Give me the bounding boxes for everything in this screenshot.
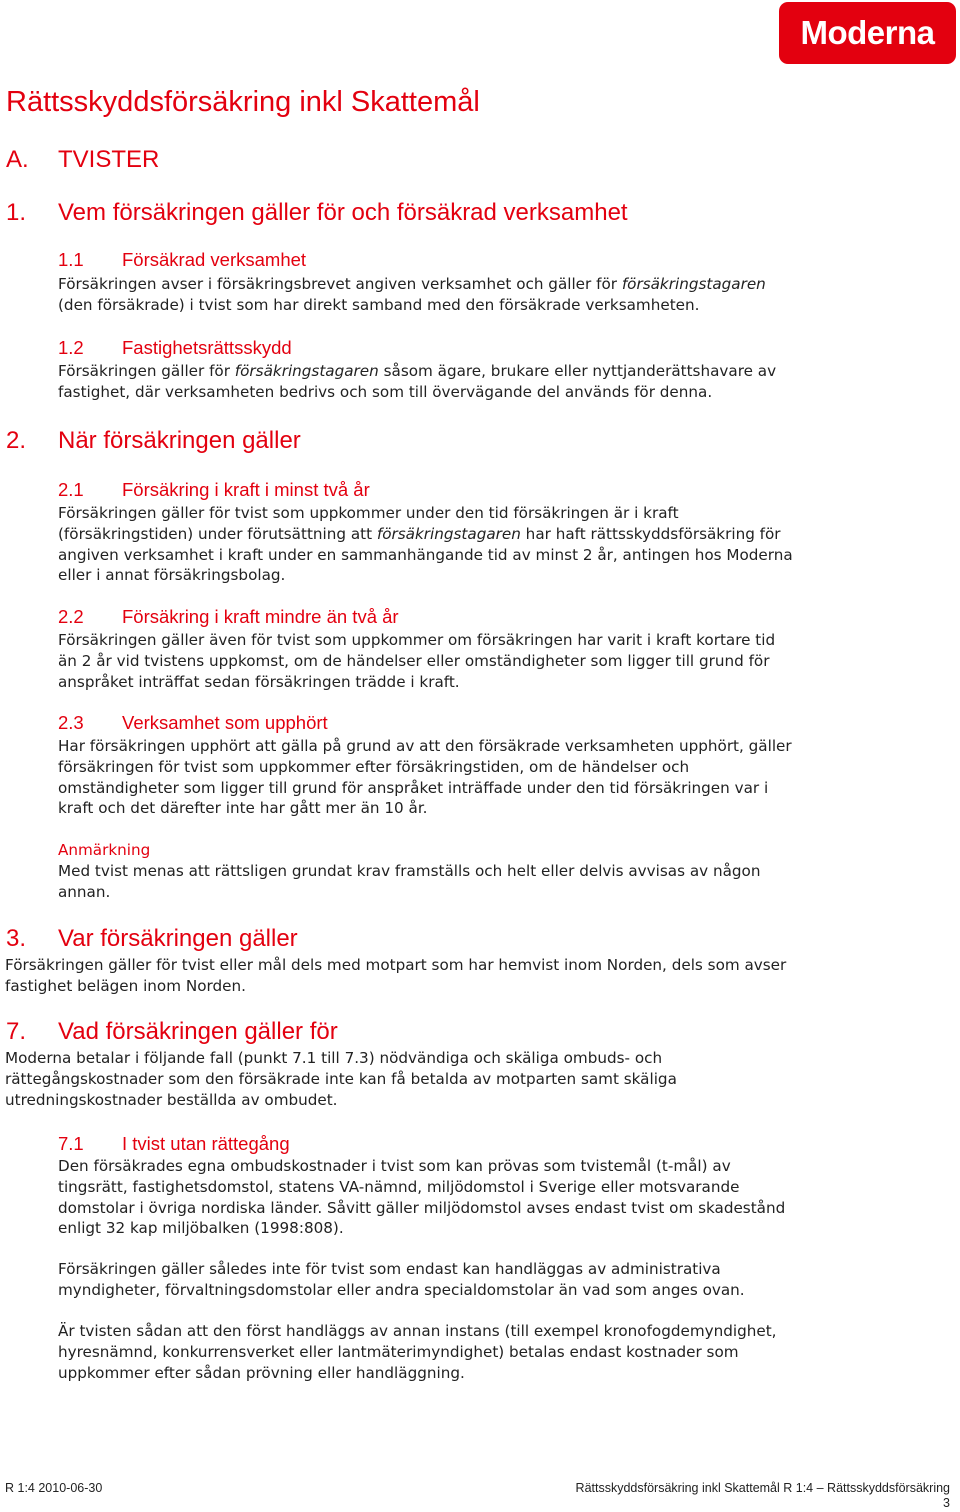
section-7-1-paragraph-2: Försäkringen gäller således inte för tvist som endast kan handläggas av administrativa myndigheter, förvaltningsdomstolar eller andra specialdomstolar än vad som anges ovan. — [58, 1260, 745, 1299]
footer-right: Rättsskyddsförsäkring inkl Skattemål R 1:4 – Rättsskyddsförsäkring — [575, 1481, 950, 1495]
section-1-heading: 1. Vem försäkringen gäller för och försäkrad verksamhet — [6, 199, 628, 226]
note-text: Med tvist menas att rättsligen grundat krav framställs och helt eller delvis avvisas av någon annan. — [58, 862, 761, 901]
moderna-logo: Moderna — [779, 2, 956, 64]
section-7-1-paragraph-3: Är tvisten sådan att den först handläggs av annan instans (till exempel kronofogdemyndighet, hyresnämnd, konkurrensverket eller lantmäterimyndighet) betalas endast kostnader som uppkommer efter sådan prövning eller handläggning. — [58, 1322, 777, 1382]
section-1-2-text: Försäkringen gäller för försäkringstagaren såsom ägare, brukare eller nyttjanderättshavare av fastighet, där verksamheten bedrivs och som till övervägande del används för denna. — [58, 362, 777, 401]
section-2-heading: 2. När försäkringen gäller — [6, 427, 301, 454]
section-1-1-heading: 1.1 Försäkrad verksamhet — [58, 249, 307, 270]
page-number: 3 — [943, 1496, 950, 1510]
section-2-1-heading: 2.1 Försäkring i kraft i minst två år — [58, 479, 370, 500]
section-1-1-text: Försäkringen avser i försäkringsbrevet angiven verksamhet och gäller för försäkringstagaren (den försäkrade) i tvist som har direkt samband med den försäkrade verksamheten. — [58, 275, 766, 314]
section-a-heading: A. TVISTER — [6, 146, 160, 173]
section-3-heading: 3. Var försäkringen gäller — [6, 925, 298, 952]
section-3-text: Försäkringen gäller för tvist eller mål dels med motpart som har hemvist inom Norden, dels som avser fastighet belägen inom Norden. — [5, 956, 787, 995]
document-title: Rättsskyddsförsäkring inkl Skattemål — [6, 86, 480, 118]
section-2-2-text: Försäkringen gäller även för tvist som uppkommer om försäkringen har varit i kraft kortare tid än 2 år vid tvistens uppkomst, om de händelser eller omständigheter som ligger till grund för anspråket inträffat sedan försäkringen trädde i kraft. — [58, 631, 776, 691]
footer-left: R 1:4 2010-06-30 — [5, 1481, 103, 1495]
section-2-3-text: Har försäkringen upphört att gälla på grund av att den försäkrade verksamheten upphört, gäller försäkringen för tvist som uppkommer efter försäkringstiden, om de händelser och omständigheter som ligger till grund för anspråket inträffade under den tid försäkringen var i kraft och det därefter inte har gått mer än 10 år. — [58, 737, 792, 818]
section-2-3-heading: 2.3 Verksamhet som upphört — [58, 712, 328, 733]
section-2-1-text: Försäkringen gäller för tvist som uppkommer under den tid försäkringen är i kraft (försäkringstiden) under förutsättning att försäkringstagaren har haft rättsskyddsförsäkring för angiven verksamhet i kraft under en sammanhängande tid av minst 2 år, antingen hos Moderna eller i annat försäkringsbolag. — [58, 504, 793, 585]
section-2-2-heading: 2.2 Försäkring i kraft mindre än två år — [58, 606, 399, 627]
section-7-heading: 7. Vad försäkringen gäller för — [6, 1018, 338, 1045]
note-heading: Anmärkning — [58, 841, 151, 859]
section-7-text: Moderna betalar i följande fall (punkt 7.1 till 7.3) nödvändiga och skäliga ombuds- och rättegångskostnader som den försäkrade inte kan få betalda av motparten samt skäliga utredningskostnader beställda av ombudet. — [5, 1049, 677, 1109]
section-7-1-heading: 7.1 I tvist utan rättegång — [58, 1133, 290, 1154]
section-7-1-paragraph-1: Den försäkrades egna ombudskostnader i tvist som kan prövas som tvistemål (t-mål) av tingsrätt, fastighetsdomstol, statens VA-nämnd, miljödomstol i Sverige eller motsvarande domstolar i övriga nordiska länder. Såvitt gäller miljödomstol avses endast tvist om skadestånd enligt 32 kap miljöbalken (1998:808). — [58, 1157, 786, 1238]
section-1-2-heading: 1.2 Fastighetsrättsskydd — [58, 337, 292, 358]
